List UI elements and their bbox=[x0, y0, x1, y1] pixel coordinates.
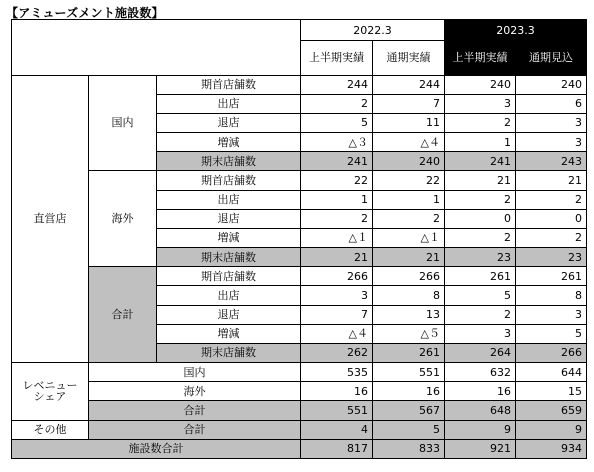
group-label-other: その他 bbox=[12, 420, 89, 439]
value-cell: 240 bbox=[445, 75, 516, 94]
table-row bbox=[12, 75, 587, 94]
value-cell: 7 bbox=[301, 305, 373, 324]
row-label: 期末店舗数 bbox=[157, 343, 301, 362]
value-cell: 266 bbox=[301, 267, 373, 286]
value-cell: 3 bbox=[516, 133, 587, 152]
revenue-share-label-line1: レベニュー bbox=[22, 379, 78, 393]
grand-total-label: 施設数合計 bbox=[12, 439, 301, 458]
value-cell: 1 bbox=[373, 190, 445, 209]
value-cell: △５ bbox=[373, 324, 445, 343]
value-cell: 21 bbox=[445, 171, 516, 190]
value-cell: 16 bbox=[373, 382, 445, 401]
table-row bbox=[12, 382, 587, 401]
group-label-revenue-share bbox=[12, 363, 89, 421]
table-row bbox=[12, 171, 587, 190]
value-cell: 921 bbox=[445, 439, 516, 458]
value-cell: 2 bbox=[445, 305, 516, 324]
value-cell: 934 bbox=[516, 439, 587, 458]
row-label: 増減 bbox=[157, 133, 301, 152]
value-cell: 243 bbox=[516, 152, 587, 171]
value-cell: 2 bbox=[301, 209, 373, 228]
value-cell: 16 bbox=[301, 382, 373, 401]
value-cell: 241 bbox=[445, 152, 516, 171]
value-cell: 2 bbox=[516, 228, 587, 247]
value-cell: 21 bbox=[301, 248, 373, 267]
header-corner bbox=[12, 20, 301, 76]
value-cell: △１ bbox=[373, 228, 445, 247]
value-cell: 264 bbox=[445, 343, 516, 362]
value-cell: 8 bbox=[516, 286, 587, 305]
revenue-share-label-line2: シェア bbox=[33, 390, 67, 404]
row-label: 出店 bbox=[157, 286, 301, 305]
value-cell: 2 bbox=[445, 190, 516, 209]
value-cell: 1 bbox=[301, 190, 373, 209]
value-cell: △４ bbox=[301, 324, 373, 343]
value-cell: 2 bbox=[445, 113, 516, 132]
value-cell: 13 bbox=[373, 305, 445, 324]
value-cell: 0 bbox=[516, 209, 587, 228]
value-cell: 2 bbox=[445, 228, 516, 247]
value-cell: 22 bbox=[373, 171, 445, 190]
row-label: 期首店舗数 bbox=[157, 75, 301, 94]
value-cell: 241 bbox=[301, 152, 373, 171]
value-cell: 567 bbox=[373, 401, 445, 420]
row-label: 海外 bbox=[89, 382, 301, 401]
year-2022-header: 2022.3 bbox=[301, 20, 445, 41]
table-row bbox=[12, 420, 587, 439]
year-2023-header: 2023.3 bbox=[445, 20, 587, 41]
subgroup-label-overseas: 海外 bbox=[89, 171, 157, 267]
value-cell: 551 bbox=[373, 363, 445, 382]
value-cell: 4 bbox=[301, 420, 373, 439]
value-cell: 648 bbox=[445, 401, 516, 420]
value-cell: 262 bbox=[301, 343, 373, 362]
value-cell: 15 bbox=[516, 382, 587, 401]
value-cell: 644 bbox=[516, 363, 587, 382]
row-label: 出店 bbox=[157, 94, 301, 113]
row-label: 期首店舗数 bbox=[157, 171, 301, 190]
subgroup-label-domestic: 国内 bbox=[89, 75, 157, 171]
subgroup-label-total: 合計 bbox=[89, 267, 157, 363]
value-cell: △３ bbox=[301, 133, 373, 152]
table-row bbox=[12, 267, 587, 286]
column-header-2023-forecast: 通期見込 bbox=[516, 41, 587, 75]
group-label-direct: 直営店 bbox=[12, 75, 89, 363]
value-cell: 21 bbox=[516, 171, 587, 190]
value-cell: 244 bbox=[373, 75, 445, 94]
row-label: 退店 bbox=[157, 113, 301, 132]
row-label: 増減 bbox=[157, 228, 301, 247]
value-cell: 266 bbox=[373, 267, 445, 286]
row-label: 期首店舗数 bbox=[157, 267, 301, 286]
value-cell: 659 bbox=[516, 401, 587, 420]
value-cell: 244 bbox=[301, 75, 373, 94]
row-label: 出店 bbox=[157, 190, 301, 209]
value-cell: 8 bbox=[373, 286, 445, 305]
value-cell: 2 bbox=[301, 94, 373, 113]
value-cell: 3 bbox=[516, 305, 587, 324]
value-cell: 21 bbox=[373, 248, 445, 267]
value-cell: 3 bbox=[516, 113, 587, 132]
table-row bbox=[12, 363, 587, 382]
facility-count-table bbox=[11, 19, 587, 459]
table-row-subtotal bbox=[12, 401, 587, 420]
value-cell: 3 bbox=[445, 324, 516, 343]
value-cell: 22 bbox=[301, 171, 373, 190]
header-row-years bbox=[12, 20, 587, 41]
row-label: 退店 bbox=[157, 305, 301, 324]
value-cell: 1 bbox=[445, 133, 516, 152]
column-header-2022-h1: 上半期実績 bbox=[301, 41, 373, 75]
value-cell: 0 bbox=[445, 209, 516, 228]
value-cell: 2 bbox=[516, 190, 587, 209]
column-header-2023-h1: 上半期実績 bbox=[445, 41, 516, 75]
row-label: 期末店舗数 bbox=[157, 248, 301, 267]
value-cell: 5 bbox=[445, 286, 516, 305]
value-cell: △１ bbox=[301, 228, 373, 247]
value-cell: 266 bbox=[516, 343, 587, 362]
value-cell: 240 bbox=[373, 152, 445, 171]
row-label: 期末店舗数 bbox=[157, 152, 301, 171]
value-cell: 23 bbox=[445, 248, 516, 267]
value-cell: 261 bbox=[445, 267, 516, 286]
value-cell: 551 bbox=[301, 401, 373, 420]
row-label: 合計 bbox=[89, 401, 301, 420]
value-cell: 5 bbox=[373, 420, 445, 439]
value-cell: 3 bbox=[301, 286, 373, 305]
value-cell: 261 bbox=[516, 267, 587, 286]
table-row-grand-total bbox=[12, 439, 587, 458]
value-cell: 16 bbox=[445, 382, 516, 401]
value-cell: 9 bbox=[445, 420, 516, 439]
row-label: 増減 bbox=[157, 324, 301, 343]
value-cell: 5 bbox=[516, 324, 587, 343]
value-cell: 2 bbox=[373, 209, 445, 228]
value-cell: 240 bbox=[516, 75, 587, 94]
column-header-2022-full: 通期実績 bbox=[373, 41, 445, 75]
value-cell: 535 bbox=[301, 363, 373, 382]
value-cell: 9 bbox=[516, 420, 587, 439]
row-label: 合計 bbox=[89, 420, 301, 439]
value-cell: 632 bbox=[445, 363, 516, 382]
row-label: 国内 bbox=[89, 363, 301, 382]
value-cell: 7 bbox=[373, 94, 445, 113]
row-label: 退店 bbox=[157, 209, 301, 228]
value-cell: 261 bbox=[373, 343, 445, 362]
value-cell: 3 bbox=[445, 94, 516, 113]
value-cell: 6 bbox=[516, 94, 587, 113]
value-cell: 833 bbox=[373, 439, 445, 458]
value-cell: 5 bbox=[301, 113, 373, 132]
page-title: 【アミューズメント施設数】 bbox=[6, 6, 164, 20]
value-cell: 11 bbox=[373, 113, 445, 132]
value-cell: 817 bbox=[301, 439, 373, 458]
value-cell: △４ bbox=[373, 133, 445, 152]
value-cell: 23 bbox=[516, 248, 587, 267]
